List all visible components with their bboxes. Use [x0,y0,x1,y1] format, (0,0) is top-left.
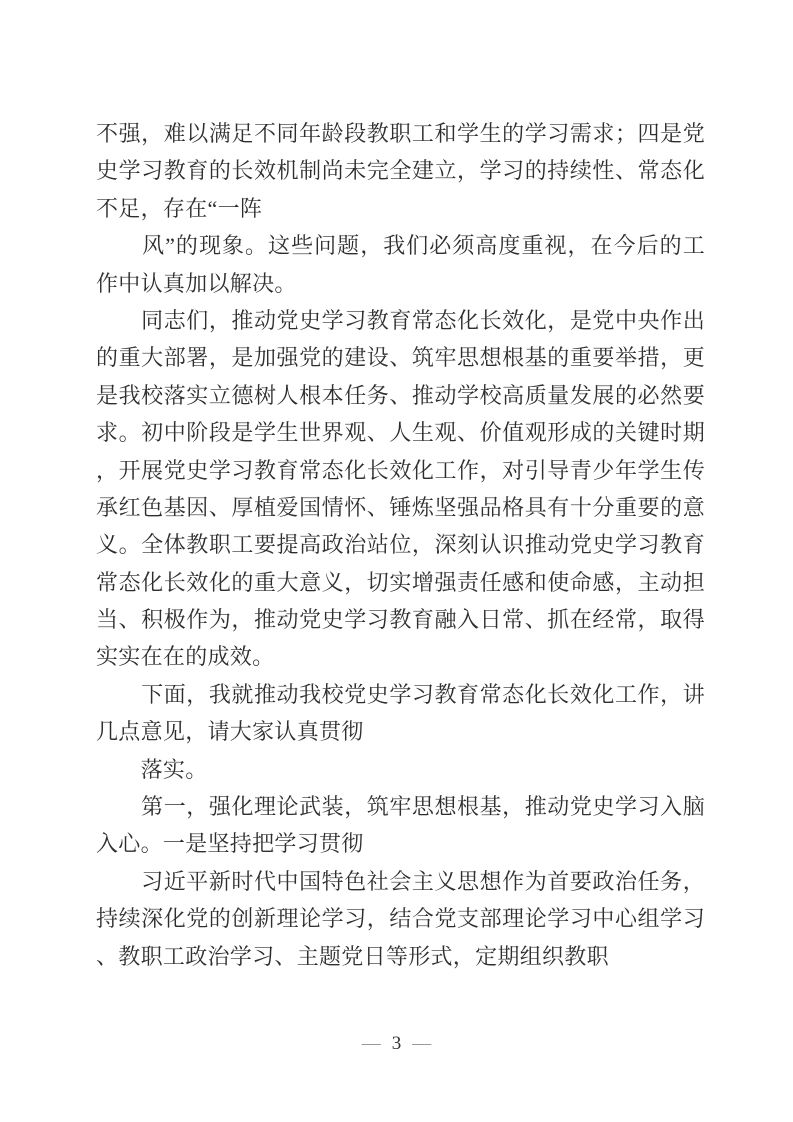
text-line: 承红色基因、厚植爱国情怀、锤炼坚强品格具有十分重要的意 [96,494,705,520]
text-line: 义。全体教职工要提高政治站位，深刻认识推动党史学习教育 [96,532,705,558]
text-line: 下面，我就推动我校党史学习教育常态化长效化工作，讲 [96,681,705,707]
text-line: 的重大部署，是加强党的建设、筑牢思想根基的重要举措，更 [96,345,705,371]
page-footer [0,1032,793,1056]
text-line: 习近平新时代中国特色社会主义思想作为首要政治任务， [96,868,705,894]
text-line: 不足，存在“一阵 [96,195,263,221]
text-line: 入心。一是坚持把学习贯彻 [96,831,364,857]
footer-dash-left: — [361,1033,381,1054]
text-line: 落实。 [96,756,208,782]
text-line: 几点意见，请大家认真贯彻 [96,719,364,745]
text-line: 常态化长效化的重大意义，切实增强责任感和使命感，主动担 [96,569,705,595]
text-line: 风”的现象。这些问题，我们必须高度重视，在今后的工 [96,233,705,259]
text-line: 是我校落实立德树人根本任务、推动学校高质量发展的必然要 [96,382,705,408]
document-lines [96,115,705,975]
text-line: 实实在在的成效。 [96,644,275,670]
text-line: 作中认真加以解决。 [96,270,297,296]
text-line: 第一，强化理论武装，筑牢思想根基，推动党史学习入脑 [96,794,705,820]
text-line: 持续深化党的创新理论学习，结合党支部理论学习中心组学习 [96,906,705,932]
page-number: 3 [391,1033,402,1054]
text-line: 不强，难以满足不同年龄段教职工和学生的学习需求；四是党 [96,121,705,146]
text-line: 、教职工政治学习、主题党日等形式，定期组织教职 [96,943,609,969]
text-line: ，开展党史学习教育常态化长效化工作，对引导青少年学生传 [96,457,705,483]
footer-dash-right: — [412,1033,432,1054]
text-line: 史学习教育的长效机制尚未完全建立，学习的持续性、常态化 [96,158,705,184]
text-line: 当、积极作为，推动党史学习教育融入日常、抓在经常，取得 [96,607,705,633]
text-line: 同志们，推动党史学习教育常态化长效化，是党中央作出 [96,307,705,333]
text-line: 求。初中阶段是学生世界观、人生观、价值观形成的关键时期 [96,420,705,446]
